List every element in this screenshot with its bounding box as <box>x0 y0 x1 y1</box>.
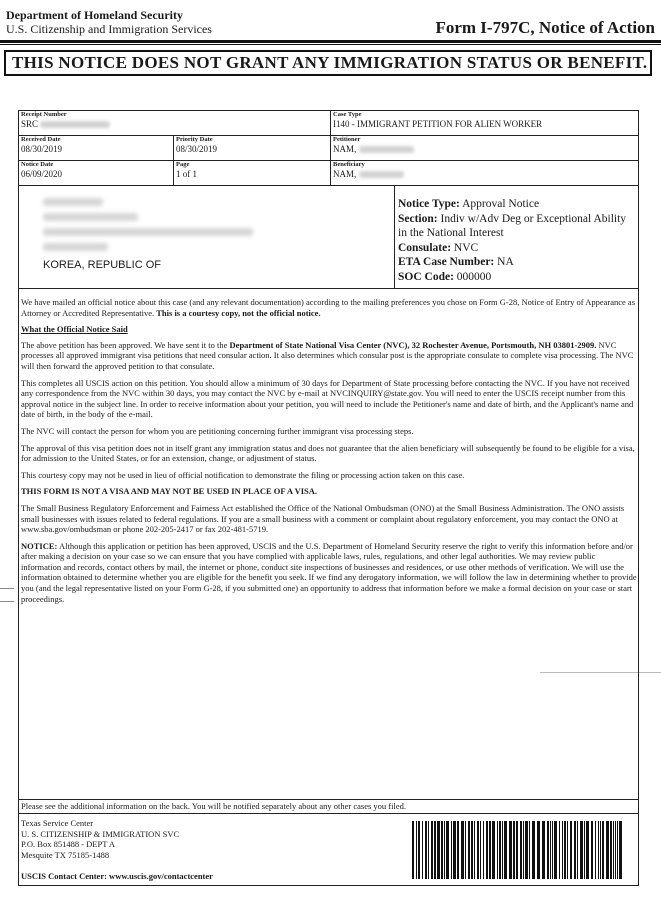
soc-label: SOC Code: <box>398 270 454 283</box>
barcode-bar <box>428 821 429 879</box>
page-label: Page <box>176 161 190 168</box>
contact-center: USCIS Contact Center: www.uscis.gov/contactcenter <box>21 871 213 881</box>
margin-mark <box>0 601 14 602</box>
redaction <box>40 121 110 128</box>
barcode-bar <box>471 821 473 879</box>
barcode-bar <box>453 821 456 879</box>
barcode-bar <box>504 821 507 879</box>
barcode-bar <box>600 821 601 879</box>
eta-label: ETA Case Number: <box>398 256 495 268</box>
barcode-bar <box>446 821 449 879</box>
notice-date-value: 06/09/2020 <box>21 169 63 179</box>
redacted-address-line <box>43 243 108 251</box>
receipt-number-cell <box>19 111 331 136</box>
barcode-bar <box>516 821 518 879</box>
po-box: P.O. Box 851488 - DEPT A <box>21 839 116 849</box>
service-center-name: Texas Service Center <box>21 818 94 828</box>
section-heading: What the Official Notice Said <box>21 324 128 335</box>
barcode-bar <box>586 821 589 879</box>
barcode-bar <box>547 821 549 879</box>
soc-value: 000000 <box>456 270 492 283</box>
beneficiary-value: NAM, <box>333 169 357 179</box>
petitioner-label: Petitioner <box>333 136 361 143</box>
mailing-address <box>19 186 395 289</box>
barcode-bar <box>483 821 484 879</box>
priority-date-value: 08/30/2019 <box>176 144 218 154</box>
footer-rule-2 <box>19 813 638 814</box>
priority-date-cell <box>174 136 331 161</box>
nvc-address: Department of State National Visa Center (NVC), 32 Rochester Avenue, Portsmouth, NH 03801-2909. <box>229 339 597 350</box>
barcode-bar <box>461 821 464 879</box>
header-rule-thin <box>0 44 661 45</box>
margin-mark <box>0 588 14 589</box>
status-banner: THIS NOTICE DOES NOT GRANT ANY IMMIGRATION STATUS OR BENEFIT. <box>4 50 652 76</box>
barcode-image <box>412 821 625 879</box>
notice-label: NOTICE: <box>21 540 58 551</box>
notice-date-label: Notice Date <box>21 161 54 168</box>
petitioner-cell <box>331 136 638 161</box>
barcode-bar <box>606 821 609 879</box>
barcode-bar <box>591 821 593 879</box>
barcode-bar <box>492 821 495 879</box>
page-cell <box>174 161 331 186</box>
barcode-bar <box>567 821 568 879</box>
barcode-bar <box>615 821 616 879</box>
consulate-value: NVC <box>453 241 479 254</box>
paragraph: The Small Business Regulatory Enforcement and Fairness Act established the Office of the National Ombudsman (ONO) at the Small Business Administration. The ONO assists small businesses with issues related to federal regulations. If you are a small business with a comment or complaint about regulatory enforcement, you may contact the ONO at www.sba.gov/ombudsman or phone 202-205-2417 or fax 202-481-5719. <box>21 502 625 535</box>
paragraph: The approval of this visa petition does not in itself grant any immigration status and does not guarantee that the alien beneficiary will subsequently be found to be eligible for a visa, for admission to the United States, or for an extension, change, or adjustment of status. <box>21 442 635 464</box>
received-date-label: Received Date <box>21 136 61 143</box>
barcode-bar <box>559 821 560 879</box>
priority-date-label: Priority Date <box>176 136 213 143</box>
barcode-bar <box>523 821 524 879</box>
city-line: Mesquite TX 75185-1488 <box>21 849 110 860</box>
barcode-bar <box>529 821 530 879</box>
barcode-bar <box>574 821 576 879</box>
barcode-bar <box>580 821 583 879</box>
barcode-bar <box>577 821 578 879</box>
redacted-address-line <box>43 213 138 221</box>
barcode-bar <box>416 821 417 879</box>
barcode-bar <box>434 821 436 879</box>
petitioner-value: NAM, <box>333 144 357 154</box>
notice-date-cell <box>19 161 174 186</box>
consulate-label: Consulate: <box>398 241 452 254</box>
barcode-bar <box>595 821 596 879</box>
receipt-number-label: Receipt Number <box>21 111 67 118</box>
barcode-bar <box>532 821 535 879</box>
paragraph: NOTICE: Although this application or petition has been approved, USCIS and the U.S. Department of Homeland Security reserve the right to verify this information before and/or after making a decision on your case so we can ensure that you have complied with applicable laws, rules, regulations, and other legal authorities. We may review public information and records, contact others by mail, the internet or phone, conduct site inspections of businesses and residences, or use other methods of verification. We will use the information obtained to determine whether you are eligible for the benefit you seek. If we find any derogatory information, we will follow the law in determining whether to provide you (and the legal representative listed on your Form G-28, if you submitted one) an opportunity to address that information before we make a formal decision on your case or start proceedings. <box>21 540 637 604</box>
barcode-bar <box>537 821 540 879</box>
case-type-value: I140 - IMMIGRANT PETITION FOR ALIEN WORKER <box>333 119 543 129</box>
barcode-bar <box>502 821 503 879</box>
barcode-bar <box>509 821 512 879</box>
barcode-bar <box>422 821 423 879</box>
barcode-bar <box>437 821 440 879</box>
barcode-bar <box>451 821 452 879</box>
eta-value: NA <box>497 256 514 268</box>
barcode-bar <box>602 821 604 879</box>
barcode-bar <box>552 821 553 879</box>
redacted-address-line <box>43 228 253 236</box>
visa-warning: THIS FORM IS NOT A VISA AND MAY NOT BE USED IN PLACE OF A VISA. <box>21 486 318 497</box>
paragraph: This courtesy copy may not be used in lieu of official notification to demonstrate the filing or processing action taken on this case. <box>21 469 465 480</box>
barcode-bar <box>550 821 551 879</box>
service-center-address <box>21 818 179 860</box>
paragraph: We have mailed an official notice about this case (and any relevant documentation) according to the mailing preferences you chose on Form G-28, Notice of Entry of Appearance as Attorney or Accredited Representative. This is a courtesy copy, not the official notice. <box>21 297 636 318</box>
notice-type-label: Notice Type: <box>398 198 460 210</box>
subagency-name: U.S. Citizenship and Immigration Services <box>6 22 212 36</box>
address-country: KOREA, REPUBLIC OF <box>43 259 161 271</box>
barcode-bar <box>554 821 557 879</box>
notice-type-value: Approval Notice <box>462 198 540 210</box>
footer-rule <box>19 799 638 800</box>
barcode-bar <box>431 821 433 879</box>
header-rule <box>0 40 661 43</box>
barcode-bar <box>610 821 612 879</box>
page-value: 1 of 1 <box>176 169 197 179</box>
service-org: U. S. CITIZENSHIP & IMMIGRATION SVC <box>21 828 180 839</box>
barcode-bar <box>418 821 420 879</box>
barcode-bar <box>468 821 470 879</box>
redacted-address-line <box>43 198 103 206</box>
barcode-bar <box>564 821 566 879</box>
barcode-bar <box>598 821 599 879</box>
received-date-cell <box>19 136 174 161</box>
barcode-bar <box>444 821 445 879</box>
barcode-bar <box>499 821 501 879</box>
notice-body <box>21 297 637 610</box>
notice-summary <box>395 186 638 289</box>
barcode-bar <box>425 821 427 879</box>
barcode-bar <box>617 821 618 879</box>
barcode-bar <box>480 821 481 879</box>
beneficiary-cell <box>331 161 638 186</box>
agency-header <box>6 8 212 36</box>
barcode-bar <box>562 821 563 879</box>
barcode-bar <box>441 821 443 879</box>
barcode-bar <box>477 821 479 879</box>
barcode-bar <box>513 821 515 879</box>
agency-name: Department of Homeland Security <box>6 8 183 22</box>
footer-note: Please see the additional information on the back. You will be notified separately about any other cases you filed. <box>21 801 406 811</box>
courtesy-copy-note: This is a courtesy copy, not the official notice. <box>156 307 321 318</box>
barcode-bar <box>457 821 459 879</box>
barcode-bar <box>465 821 466 879</box>
section-label: Section: <box>398 212 438 225</box>
redaction <box>359 171 404 178</box>
redaction <box>359 146 414 153</box>
barcode-bar <box>520 821 522 879</box>
form-title: Form I-797C, Notice of Action <box>435 18 655 37</box>
case-type-label: Case Type <box>333 111 362 118</box>
barcode-bar <box>619 821 622 879</box>
section-value: Indiv w/Adv Deg or Exceptional Ability in the National Interest <box>398 212 627 239</box>
barcode-bar <box>497 821 498 879</box>
barcode-bar <box>542 821 545 879</box>
paragraph: The above petition has been approved. We have sent it to the Department of State National Visa Center (NVC), 32 Rochester Avenue, Portsmouth, NH 03801-2909. NVC processes all approved immigrant visa petitions that need consular action. It also determines which consular post is the appropriate consulate to complete visa processing. The NVC will then forward the approved petition to that consulate. <box>21 339 634 371</box>
receipt-number-value: SRC <box>21 119 39 129</box>
paragraph: The NVC will contact the person for whom you are petitioning concerning further immigrant visa processing steps. <box>21 425 414 436</box>
case-type-cell <box>331 111 638 136</box>
barcode-bar <box>570 821 572 879</box>
barcode-bar <box>584 821 585 879</box>
barcode-bar <box>474 821 475 879</box>
beneficiary-label: Beneficiary <box>333 161 365 168</box>
barcode-bar <box>412 821 414 879</box>
paragraph: This completes all USCIS action on this petition. You should allow a minimum of 30 days for Department of State processing before contacting the NVC. If you have not received any correspondence from the NVC within 30 days, you may contact the NVC by e-mail at NVCINQUIRY@state.gov. You will need to enter the USCIS receipt number from this approval notice in the subject line. In order to receive information about your petition, you will need to include the Petitioner's name and date of birth, and the Applicant's name and date of birth, in the body of the e-mail. <box>21 377 634 420</box>
received-date-value: 08/30/2019 <box>21 144 63 154</box>
barcode-bar <box>525 821 528 879</box>
notice-frame <box>18 110 639 886</box>
barcode-bar <box>613 821 614 879</box>
barcode-bar <box>486 821 488 879</box>
barcode-bar <box>489 821 491 879</box>
